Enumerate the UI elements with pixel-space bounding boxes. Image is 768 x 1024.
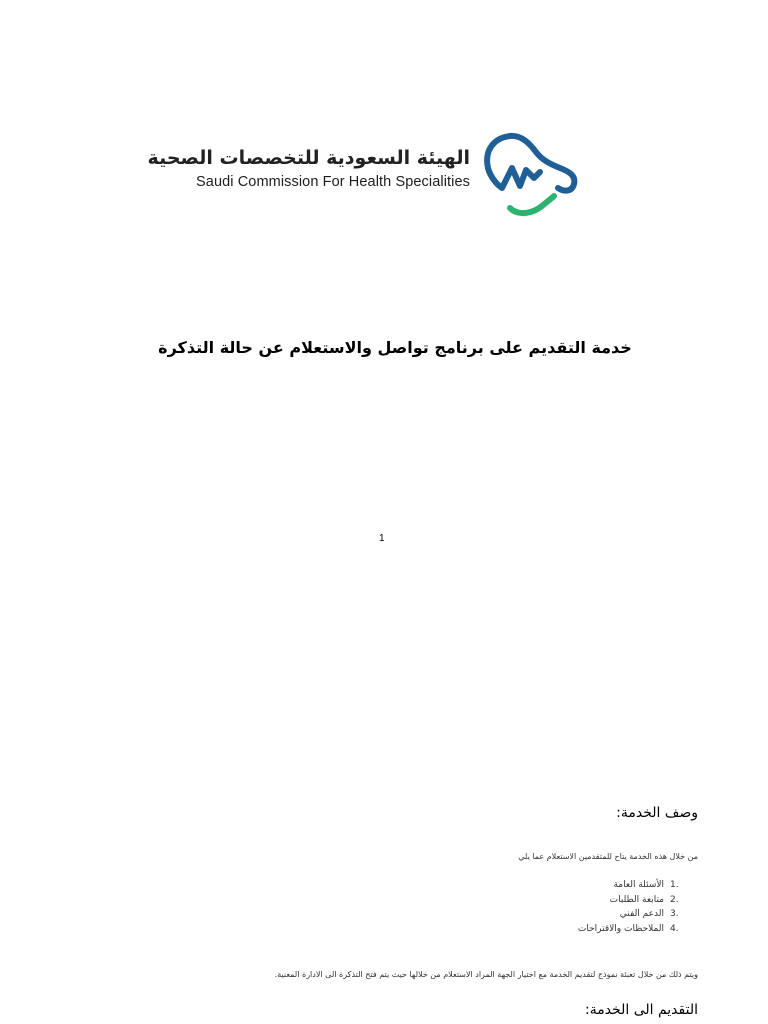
logo-heartbeat-line: [488, 168, 540, 188]
scfhs-logo-icon: [478, 128, 582, 224]
document-title: خدمة التقديم على برنامج تواصل والاستعلام عن حالة التذكرة: [158, 338, 632, 357]
page-number: 1: [379, 533, 385, 544]
list-item: [578, 893, 684, 908]
service-intro-text: من خلال هذه الخدمة يتاح للمتقدمين الاستعلام عما يلي: [518, 852, 698, 861]
service-description-heading: وصف الخدمة:: [616, 805, 698, 821]
logo-text: [148, 146, 470, 190]
list-item: [578, 907, 684, 922]
list-item-number: 1.: [670, 880, 679, 890]
list-item-number: 2.: [670, 894, 679, 905]
list-item: [578, 878, 684, 893]
service-options-list: [578, 878, 684, 936]
list-item-label: الأسئلة العامة: [613, 880, 664, 890]
list-item-label: الملاحظات والاقتراحات: [577, 923, 664, 934]
logo-name-english: Saudi Commission For Health Specialities: [196, 174, 470, 190]
list-item-number: 3.: [670, 909, 679, 919]
apply-to-service-heading: التقديم الى الخدمة:: [584, 1002, 698, 1018]
list-item: [578, 922, 684, 937]
logo-map-outline: [487, 136, 574, 191]
logo-name-arabic: الهيئة السعودية للتخصصات الصحية: [147, 147, 470, 169]
list-item-label: متابعة الطلبات: [609, 894, 664, 905]
logo-green-swoosh: [510, 196, 554, 213]
service-process-note: ويتم ذلك من خلال تعبئة نموذج لتقديم الخدمة مع اختيار الجهة المراد الاستعلام من خلالها حيث يتم فتح التذكرة الى الادارة المعنية.: [274, 970, 698, 979]
header-logo: [147, 128, 582, 224]
list-item-label: الدعم الفني: [619, 909, 664, 919]
list-item-number: 4.: [670, 923, 679, 934]
